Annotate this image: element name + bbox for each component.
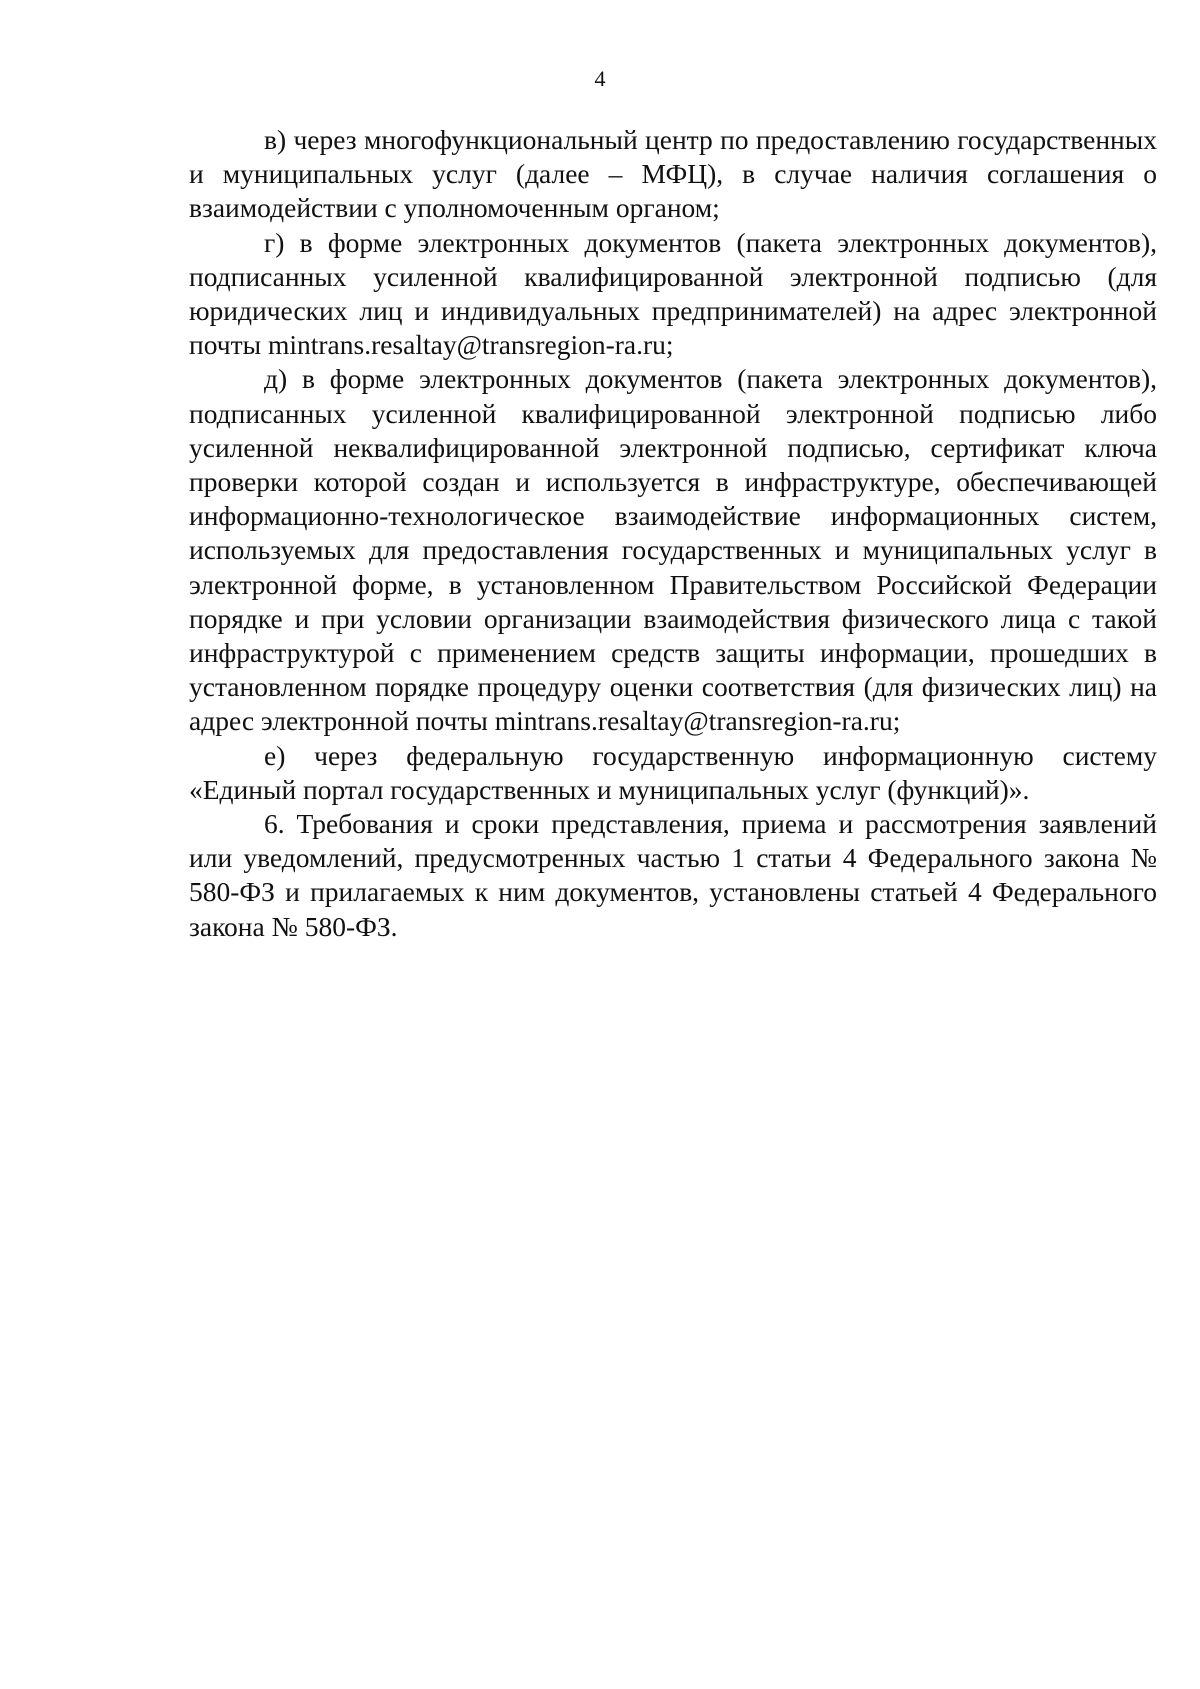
paragraph-d-electronic-documents-individuals: д) в форме электронных документов (пакета электронных документов), подписанных усиленной квалифицированной электронной подписью либо усиленной неквалифицированной электронной подписью, сертификат ключа проверки которой создан и используется в инфраструктуре, обеспечивающей информационно-технологическое взаимодействие информационных систем, используемых для предоставления государственных и муниципальных услуг в электронной форме, в установленном Правительством Российской Федерации порядке и при условии организации взаимодействия физического лица с такой инфраструктурой с применением средств защиты информации, прошедших в установленном порядке процедуру оценки соответствия (для физических лиц) на адрес электронной почты mintrans.resaltay@transregion-ra.ru; (189, 363, 1157, 737)
paragraph-6-requirements: 6. Требования и сроки представления, приема и рассмотрения заявлений или уведомлений, предусмотренных частью 1 статьи 4 Федерального закона № 580-ФЗ и прилагаемых к ним документов, установлены статьей 4 Федерального закона № 580-ФЗ. (189, 808, 1157, 942)
document-body (189, 123, 1157, 944)
paragraph-g-electronic-documents-legal-entities: г) в форме электронных документов (пакета электронных документов), подписанных усиленной квалифицированной электронной подписью (для юридических лиц и индивидуальных предпринимателей) на адрес электронной почты mintrans.resaltay@transregion-ra.ru; (189, 226, 1157, 361)
page-number: 4 (594, 66, 606, 91)
paragraph-v-mfc: в) через многофункциональный центр по предоставлению государственных и муниципальных услуг (далее – МФЦ), в случае наличия соглашения о взаимодействии с уполномоченным органом; (189, 124, 1157, 224)
paragraph-e-unified-portal: е) через федеральную государственную информационную систему «Единый портал государственных и муниципальных услуг (функций)». (189, 739, 1157, 805)
